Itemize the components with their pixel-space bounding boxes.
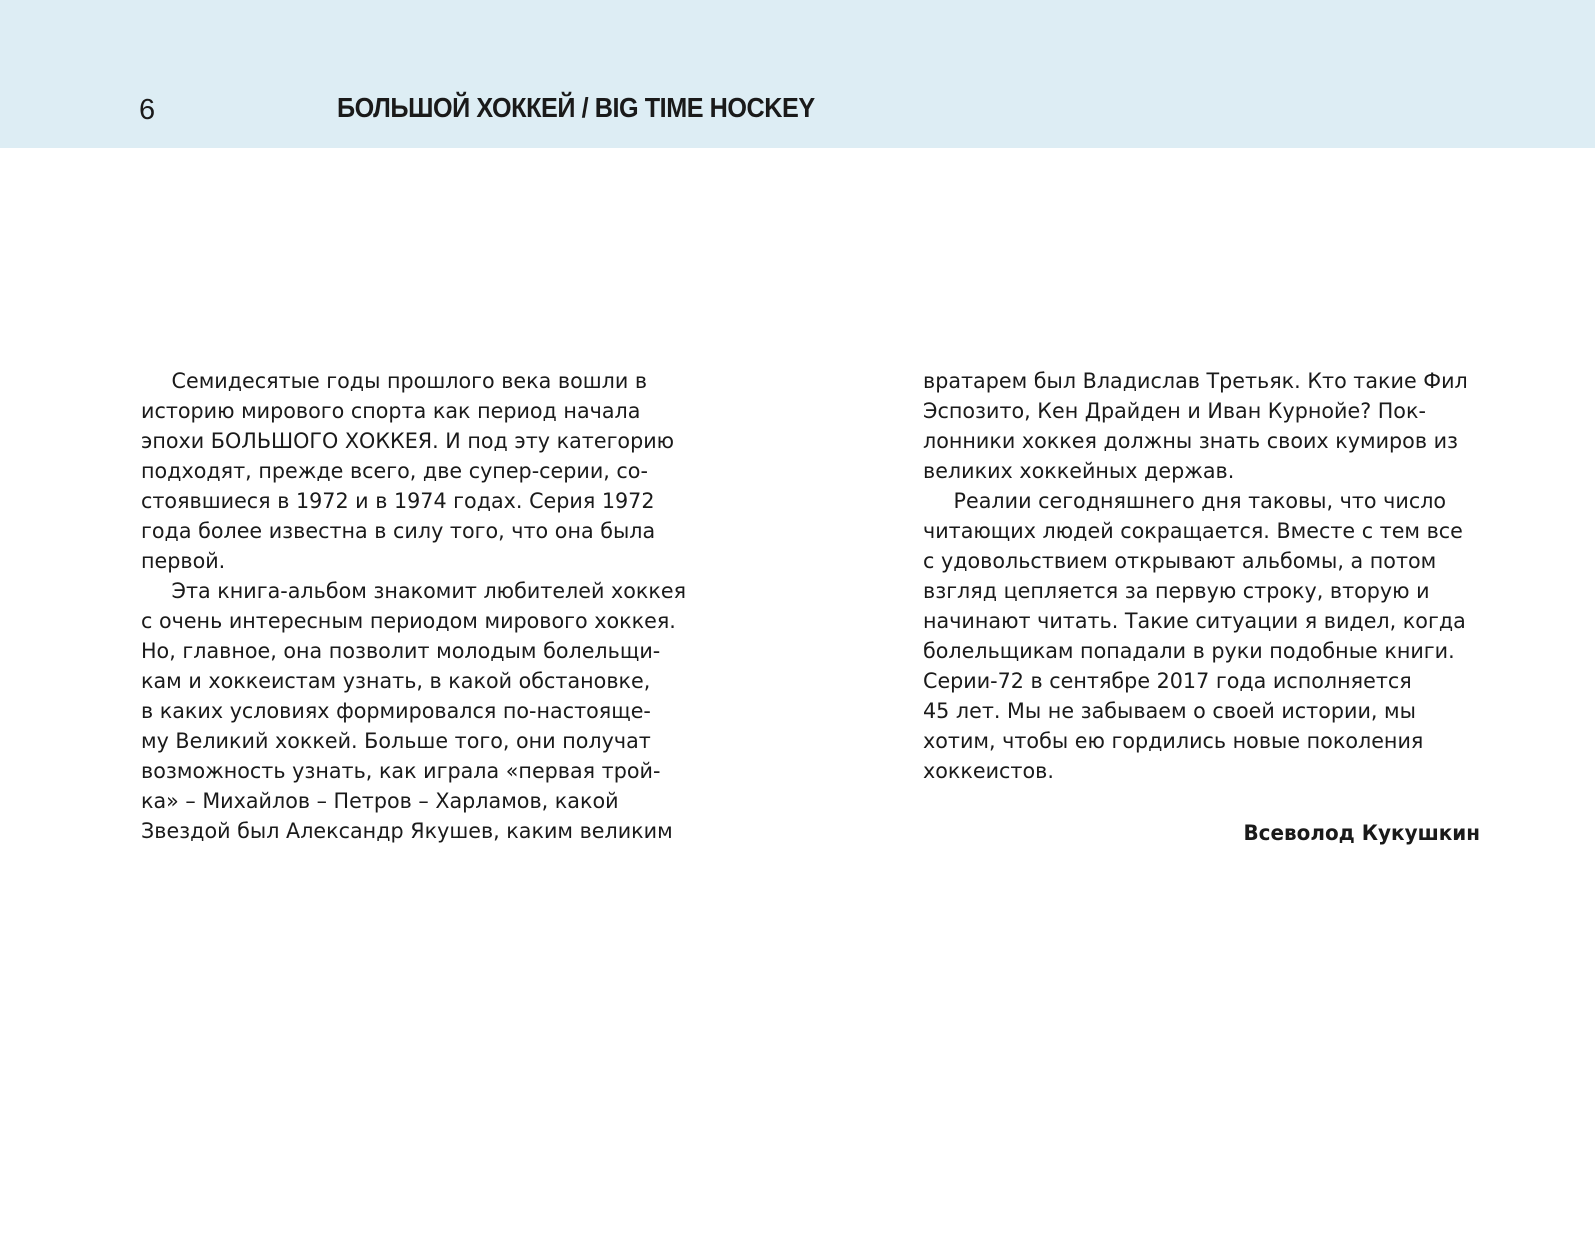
text-line: хоккеистов.	[923, 759, 1054, 783]
text-line: 45 лет. Мы не забываем о своей истории, мы	[923, 699, 1416, 723]
text-line: историю мирового спорта как период начала	[141, 399, 641, 423]
text-line: Эта книга-альбом знакомит любителей хоккея	[171, 579, 687, 603]
text-line: ка» – Михайлов – Петров – Харламов, какой	[141, 789, 619, 813]
text-line: великих хоккейных держав.	[923, 459, 1235, 483]
text-line: возможность узнать, как играла «первая трой-	[141, 759, 661, 783]
text-line: вратарем был Владислав Третьяк. Кто такие Фил	[923, 369, 1468, 393]
text-line: с очень интересным периодом мирового хоккея.	[141, 609, 676, 633]
text-line: му Великий хоккей. Больше того, они получат	[141, 729, 651, 753]
text-line: в каких условиях формировался по-настояще-	[141, 699, 651, 723]
text-line: года более известна в силу того, что она была	[141, 519, 656, 543]
right-text-column	[923, 366, 1489, 786]
header-band	[0, 0, 1595, 148]
text-line: взгляд цепляется за первую строку, вторую и	[923, 579, 1430, 603]
text-line: Реалии сегодняшнего дня таковы, что число	[953, 489, 1447, 513]
text-line: подходят, прежде всего, две супер-серии, со-	[141, 459, 648, 483]
text-line: Звездой был Александр Якушев, каким великим	[141, 819, 673, 843]
text-line: читающих людей сокращается. Вместе с тем все	[923, 519, 1463, 543]
text-line: лонники хоккея должны знать своих кумиров из	[923, 429, 1459, 453]
running-title: БОЛЬШОЙ ХОККЕЙ / BIG TIME HOCKEY	[337, 92, 815, 123]
page-number: 6	[139, 94, 156, 126]
text-line: хотим, чтобы ею гордились новые поколения	[923, 729, 1424, 753]
text-line: Семидесятые годы прошлого века вошли в	[171, 369, 648, 393]
text-line: болельщикам попадали в руки подобные книги.	[923, 639, 1455, 663]
text-line: первой.	[141, 549, 226, 573]
author-signature: Всеволод Кукушкин	[1243, 821, 1480, 845]
text-line: начинают читать. Такие ситуации я видел, когда	[923, 609, 1466, 633]
text-line: Но, главное, она позволит молодым болельщи-	[141, 639, 661, 663]
text-line: Серии-72 в сентябре 2017 года исполняется	[923, 669, 1412, 693]
text-line: с удовольствием открывают альбомы, а потом	[923, 549, 1437, 573]
text-line: Эспозито, Кен Драйден и Иван Курнойе? Пок-	[923, 399, 1426, 423]
text-line: эпохи БОЛЬШОГО ХОККЕЯ. И под эту категорию	[141, 429, 675, 453]
text-line: кам и хоккеистам узнать, в какой обстановке,	[141, 669, 651, 693]
text-line: стоявшиеся в 1972 и в 1974 годах. Серия 1972	[141, 489, 655, 513]
left-text-column	[141, 366, 707, 846]
